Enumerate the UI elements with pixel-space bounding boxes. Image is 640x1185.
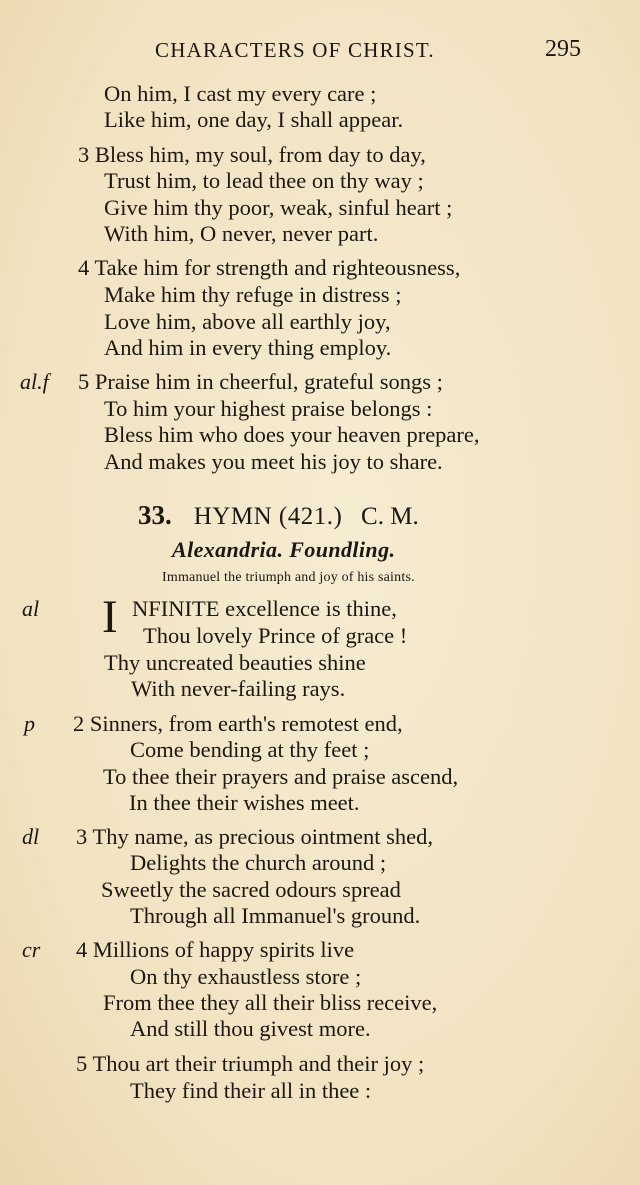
verse-line: Like him, one day, I shall appear. [104,107,404,132]
verse-line: Come bending at thy feet ; [130,737,370,762]
verse-line: And still thou givest more. [130,1016,371,1041]
performance-mark: p [24,711,35,736]
verse-line: On thy exhaustless store ; [130,964,362,989]
verse-line: Thou lovely Prince of grace ! [143,623,408,648]
hymn-meter: C. M. [361,503,419,530]
verse-line: To thee their prayers and praise ascend, [103,764,459,789]
verse-line: 5 Praise him in cheerful, grateful songs ; [78,369,443,394]
verse-line: Through all Immanuel's ground. [130,903,421,928]
verse-line: 4 Take him for strength and righteousness, [78,255,461,280]
verse-line: With him, O never, never part. [104,221,379,246]
verse-line: Bless him who does your heaven prepare, [104,422,480,447]
hymn-heading [138,500,419,531]
page-number: 295 [545,36,581,62]
verse-line: Sweetly the sacred odours spread [101,877,401,902]
verse-line: Love him, above all earthly joy, [104,309,391,334]
verse-line: With never-failing rays. [131,676,346,701]
verse-line: Give him thy poor, weak, sinful heart ; [104,195,453,220]
performance-mark: al [22,596,40,621]
verse-line: 3 Bless him, my soul, from day to day, [78,142,426,167]
performance-mark: cr [22,937,41,962]
verse-line: Thy uncreated beauties shine [104,650,366,675]
performance-mark: al.f [20,369,49,394]
drop-cap: I [102,591,118,643]
verse-line: Make him thy refuge in distress ; [104,282,402,307]
performance-mark: dl [22,824,40,849]
verse-line: From thee they all their bliss receive, [103,990,438,1015]
verse-line: 4 Millions of happy spirits live [76,937,355,962]
verse-line: Trust him, to lead thee on thy way ; [104,168,424,193]
running-header: CHARACTERS OF CHRIST. [155,38,435,62]
verse-line: And makes you meet his joy to share. [104,449,443,474]
verse-line: On him, I cast my every care ; [104,81,377,106]
hymn-number: 33. [138,500,172,530]
hymn-title: HYMN (421.) [193,503,343,530]
verse-line: 3 Thy name, as precious ointment shed, [76,824,434,849]
verse-line: Delights the church around ; [130,850,387,875]
verse-line: In thee their wishes meet. [129,790,360,815]
verse-line: 5 Thou art their triumph and their joy ; [76,1051,425,1076]
verse-line: To him your highest praise belongs : [104,396,433,421]
hymn-subject: Immanuel the triumph and joy of his saints. [162,570,415,585]
verse-line: They find their all in thee : [130,1078,372,1103]
verse-line: 2 Sinners, from earth's remotest end, [73,711,403,736]
verse-line: And him in every thing employ. [104,335,392,360]
verse-line: NFINITE excellence is thine, [132,596,397,621]
tune-names: Alexandria. Foundling. [172,537,396,562]
